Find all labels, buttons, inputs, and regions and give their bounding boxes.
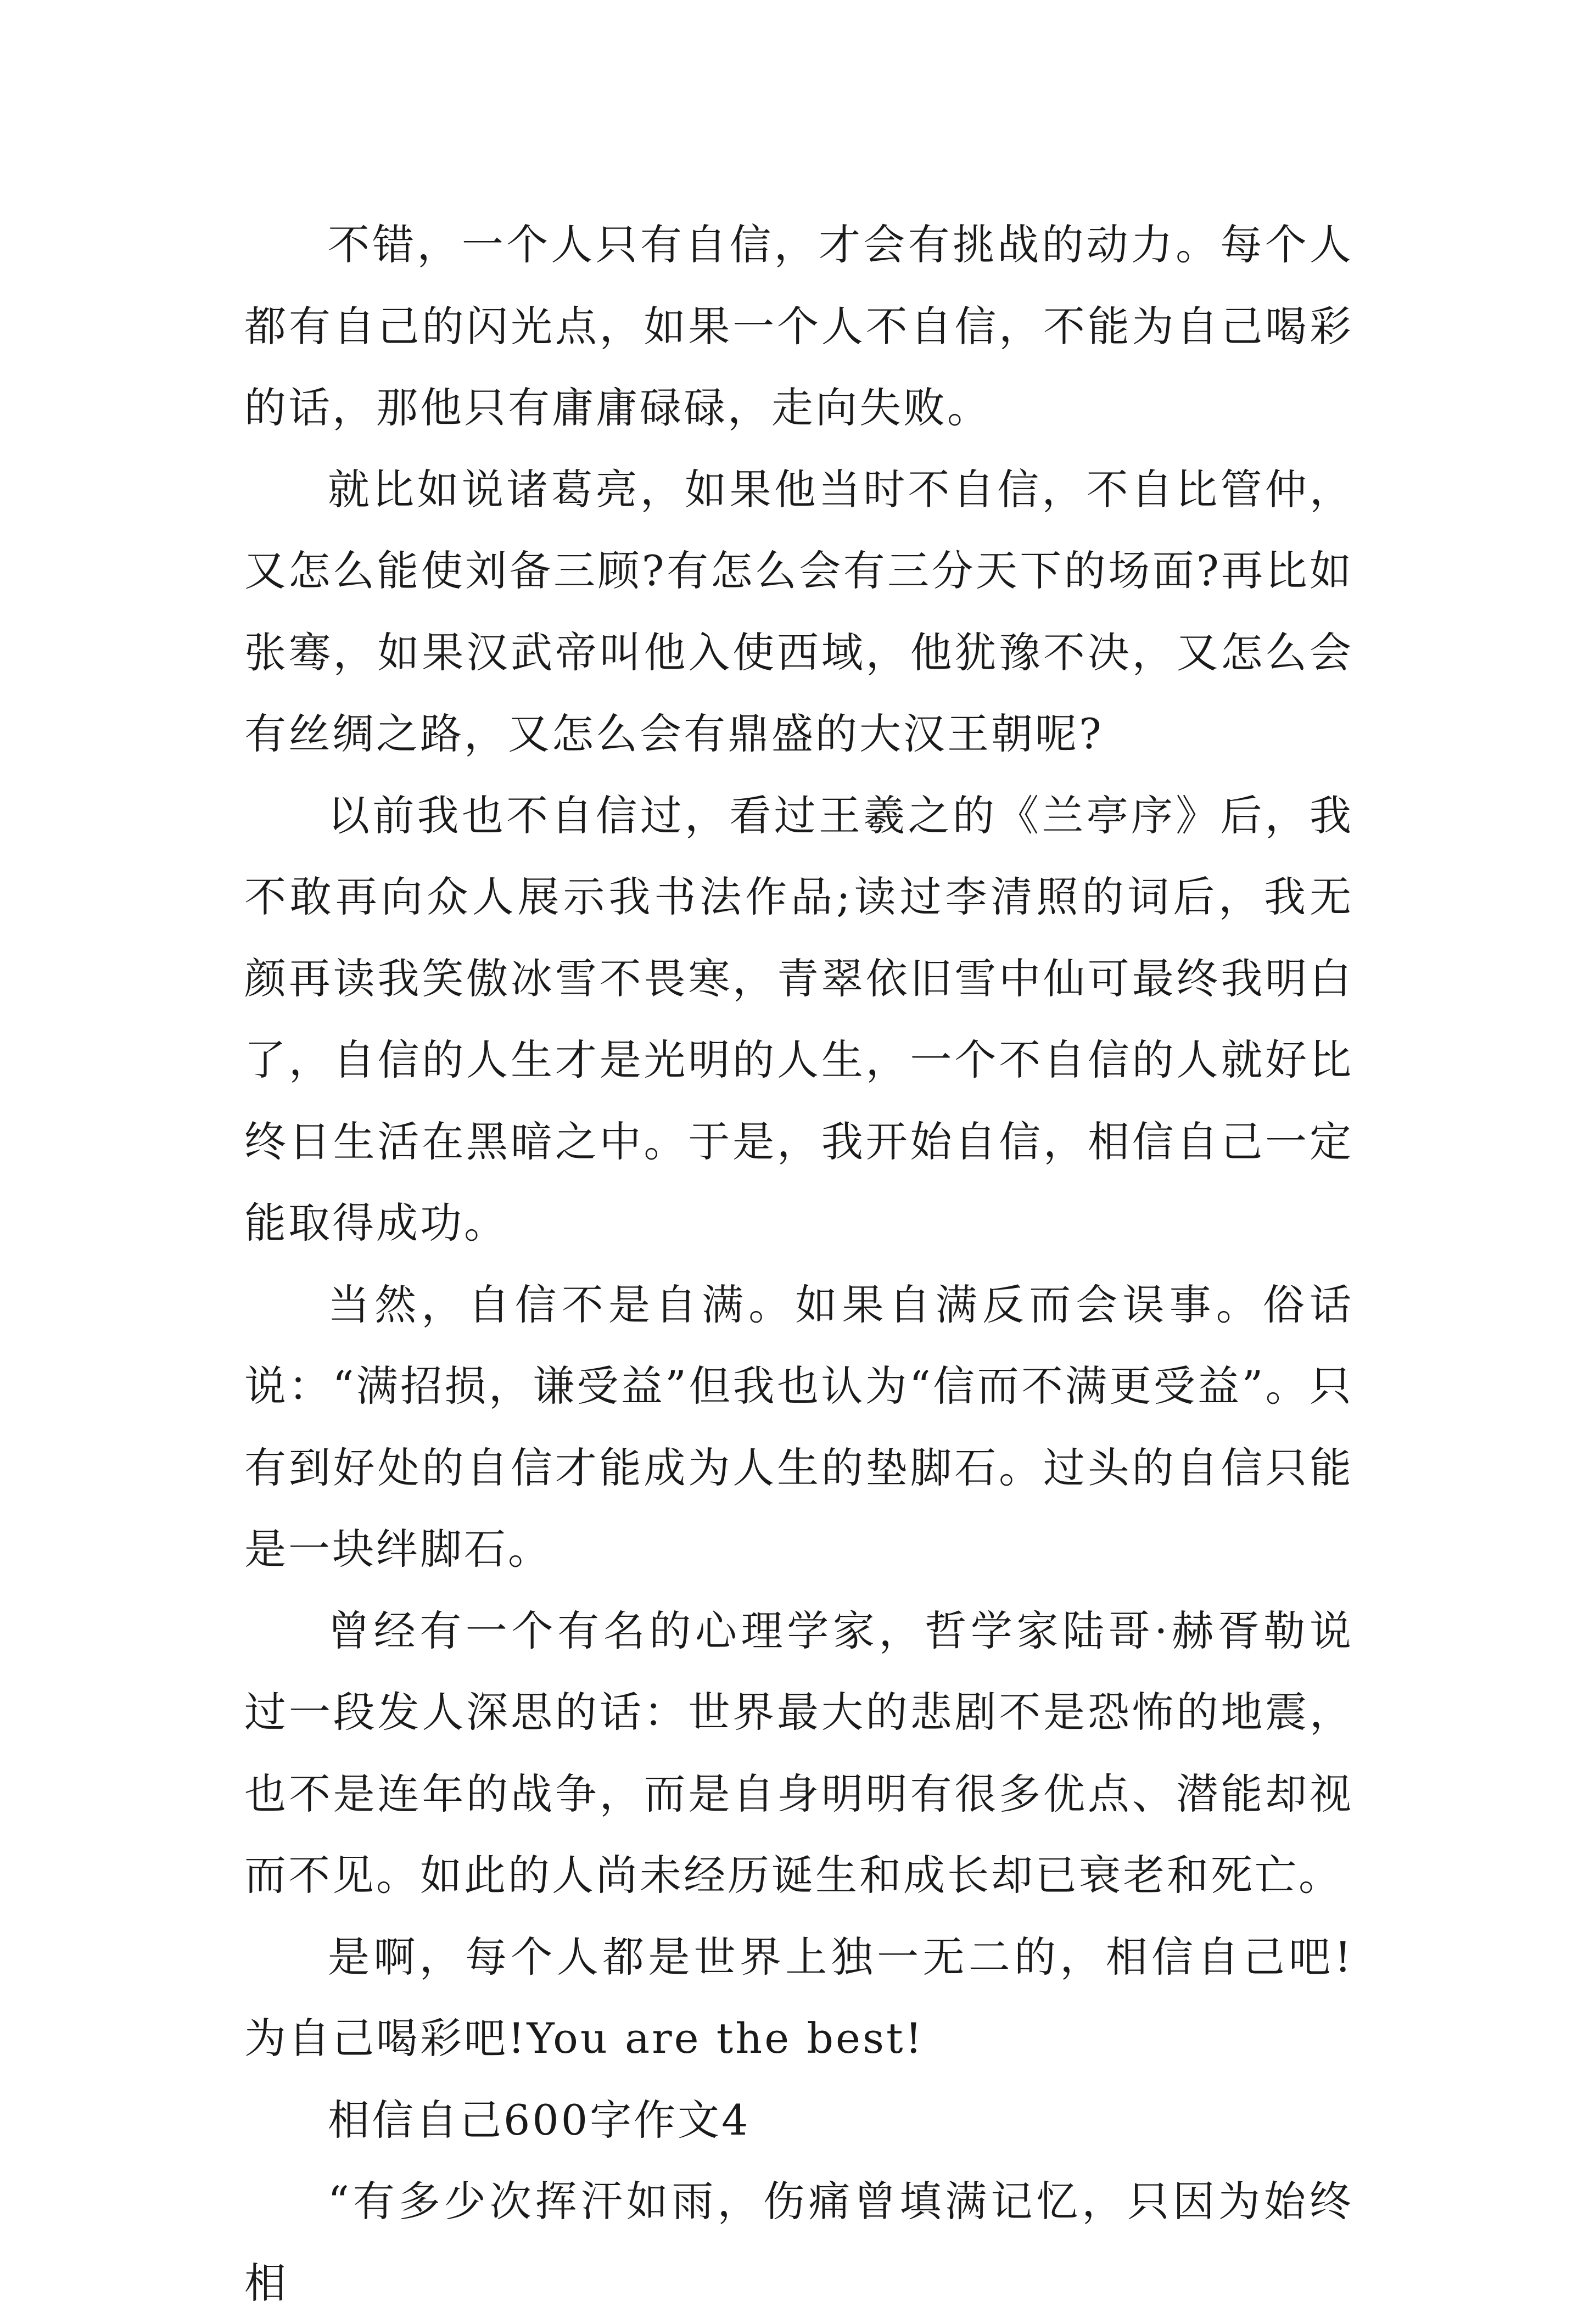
paragraph-3: 以前我也不自信过，看过王羲之的《兰亭序》后，我不敢再向众人展示我书法作品;读过李清照的词后，我无颜再读我笑傲冰雪不畏寒，青翠依旧雪中仙可最终我明白了，自信的人生才是光明的人生，一个不自信的人就好比终日生活在黑暗之中。于是，我开始自信，相信自己一定能取得成功。 — [244, 791, 1353, 1247]
body-text — [244, 204, 1353, 2324]
paragraph-2: 就比如说诸葛亮，如果他当时不自信，不自比管仲，又怎么能使刘备三顾?有怎么会有三分天下的场面?再比如张骞，如果汉武帝叫他入使西域，他犹豫不决，又怎么会有丝绸之路，又怎么会有鼎盛的大汉王朝呢? — [244, 464, 1353, 758]
section-title: 相信自己600字作文4 — [328, 2095, 751, 2144]
paragraph-4: 当然，自信不是自满。如果自满反而会误事。俗话说：“满招损，谦受益”但我也认为“信而不满更受益”。只有到好处的自信才能成为人生的垫脚石。过头的自信只能是一块绊脚石。 — [244, 1280, 1353, 1573]
paragraph-1: 不错，一个人只有自信，才会有挑战的动力。每个人都有自己的闪光点，如果一个人不自信，不能为自己喝彩的话，那他只有庸庸碌碌，走向失败。 — [244, 220, 1353, 432]
paragraph-7: “有多少次挥汗如雨，伤痛曾填满记忆，只因为始终相 — [244, 2177, 1353, 2308]
paragraph-6: 是啊，每个人都是世界上独一无二的，相信自己吧!为自己喝彩吧!You are the best! — [244, 1932, 1353, 2063]
paragraph-5: 曾经有一个有名的心理学家，哲学家陆哥·赫胥勒说过一段发人深思的话：世界最大的悲剧不是恐怖的地震，也不是连年的战争，而是自身明明有很多优点、潜能却视而不见。如此的人尚未经历诞生和成长却已衰老和死亡。 — [244, 1606, 1353, 1900]
